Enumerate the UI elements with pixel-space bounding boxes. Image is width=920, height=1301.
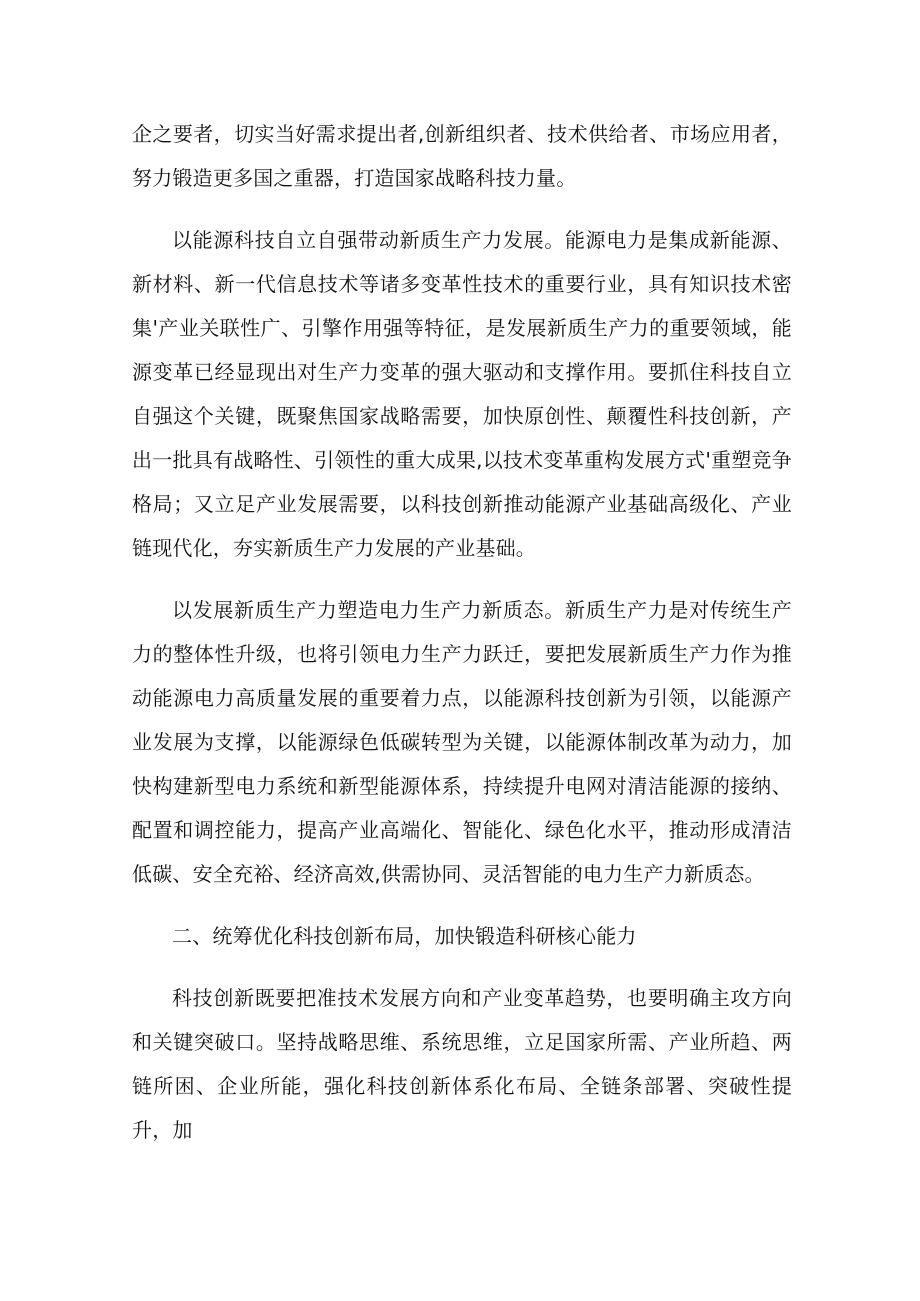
paragraph-continuation: 企之要者，切实当好需求提出者,创新组织者、技术供给者、市场应用者，努力锻造更多国之重器，打造国家战略科技力量。 — [132, 122, 792, 190]
paragraph-tech-layout: 科技创新既要把准技术发展方向和产业变革趋势，也要明确主攻方向和关键突破口。坚持战略思维、系统思维，立足国家所需、产业所趋、两链所困、企业所能，强化科技创新体系化布局、全链条部署、突破性提升，加 — [132, 986, 792, 1142]
paragraph-energy-tech: 以能源科技自立自强带动新质生产力发展。能源电力是集成新能源、新材料、新一代信息技术等诸多变革性技术的重要行业，具有知识技术密集'产业关联性广、引擎作用强等特征，是发展新质生产力的重要领域，能源变革已经显现出对生产力变革的强大驱动和支撑作用。要抓住科技自立自强这个关键，既聚焦国家战略需要，加快原创性、颠覆性科技创新，产出一批具有战略性、引领性的重大成果,以技术变革重构发展方式'重塑竞争格局；又立足产业发展需要，以科技创新推动能源产业基础高级化、产业链现代化，夯实新质生产力发展的产业基础。 — [132, 228, 792, 560]
section-heading: 二、统筹优化科技创新布局，加快锻造科研核心能力 — [172, 924, 637, 948]
paragraph-new-productivity: 以发展新质生产力塑造电力生产力新质态。新质生产力是对传统生产力的整体性升级，也将引领电力生产力跃迁，要把发展新质生产力作为推动能源电力高质量发展的重要着力点，以能源科技创新为引领，以能源产业发展为支撑，以能源绿色低碳转型为关键，以能源体制改革为动力，加快构建新型电力系统和新型能源体系，持续提升电网对清洁能源的接纳、配置和调控能力，提高产业高端化、智能化、绿色化水平，推动形成清洁低碳、安全充裕、经济高效,供需协同、灵活智能的电力生产力新质态。 — [132, 598, 792, 886]
document-body — [132, 112, 792, 1152]
